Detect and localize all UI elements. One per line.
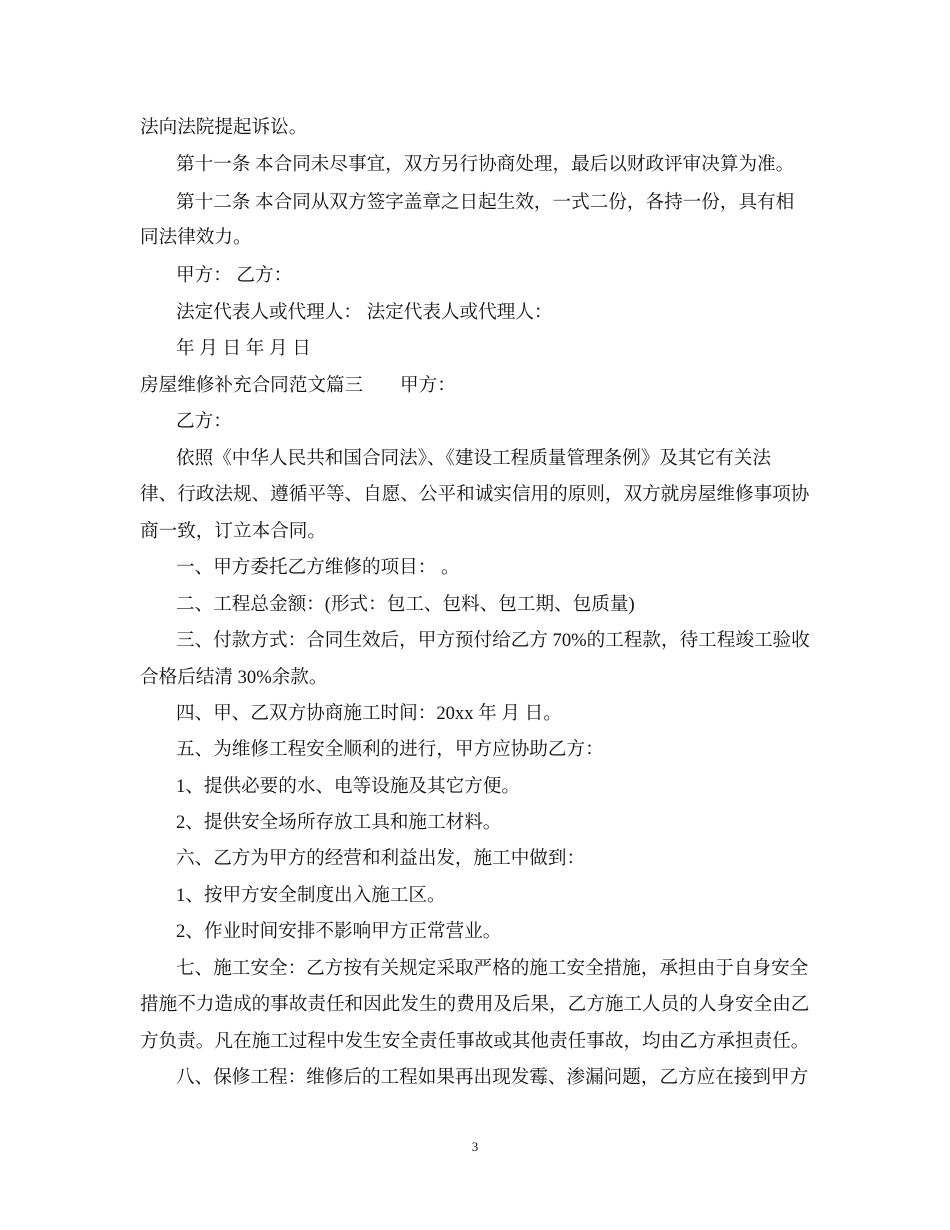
paragraph-line: 商一致，订立本合同。 <box>140 521 326 542</box>
paragraph-line: 同法律效力。 <box>140 227 252 248</box>
paragraph-line: 第十一条 本合同未尽事宜，双方另行协商处理，最后以财政评审决算为准。 <box>176 154 795 175</box>
clause-line: 合格后结清 30%余款。 <box>140 667 328 688</box>
clause-line: 二、工程总金额：(形式：包工、包料、包工期、包质量) <box>176 594 635 615</box>
signature-representatives-line: 法定代表人或代理人： 法定代表人或代理人： <box>176 302 553 323</box>
clause-line: 五、为维修工程安全顺利的进行，甲方应协助乙方： <box>176 739 604 760</box>
signature-date-line: 年 月 日 年 月 日 <box>176 338 311 359</box>
list-item: 2、提供安全场所存放工具和施工材料。 <box>176 812 502 833</box>
clause-line: 三、付款方式：合同生效后，甲方预付给乙方 70%的工程款，待工程竣工验收 <box>176 630 810 651</box>
paragraph-line: 依照《中华人民共和国合同法》、《建设工程质量管理条例》及其它有关法 <box>176 448 771 469</box>
signature-parties-line: 甲方： 乙方： <box>176 265 293 286</box>
clause-line: 措施不力造成的事故责任和因此发生的费用及后果，乙方施工人员的人身安全由乙 <box>140 994 810 1015</box>
page-number: 3 <box>471 1139 479 1154</box>
list-item: 1、按甲方安全制度出入施工区。 <box>176 885 446 906</box>
section-heading: 房屋维修补充合同范文篇三 <box>140 375 364 396</box>
clause-line: 一、甲方委托乙方维修的项目： 。 <box>176 557 460 578</box>
clause-line: 六、乙方为甲方的经营和利益出发，施工中做到： <box>176 848 586 869</box>
paragraph-line: 第十二条 本合同从双方签字盖章之日起生效，一式二份，各持一份，具有相 <box>176 192 795 213</box>
list-item: 1、提供必要的水、电等设施及其它方便。 <box>176 776 520 797</box>
clause-line: 七、施工安全：乙方按有关规定采取严格的施工安全措施，承担由于自身安全 <box>176 958 809 979</box>
party-a-label: 甲方： <box>400 375 456 396</box>
paragraph-line: 律、行政法规、遵循平等、自愿、公平和诚实信用的原则，双方就房屋维修事项协 <box>140 484 810 505</box>
party-b-label: 乙方： <box>176 411 232 432</box>
clause-line: 四、甲、乙双方协商施工时间：20xx 年 月 日。 <box>176 703 562 724</box>
paragraph-line: 法向法院提起诉讼。 <box>140 117 308 138</box>
list-item: 2、作业时间安排不影响甲方正常营业。 <box>176 921 502 942</box>
clause-line: 方负责。凡在施工过程中发生安全责任事故或其他责任事故，均由乙方承担责任。 <box>140 1031 810 1052</box>
clause-line: 八、保修工程：维修后的工程如果再出现发霉、渗漏问题，乙方应在接到甲方 <box>176 1067 809 1088</box>
